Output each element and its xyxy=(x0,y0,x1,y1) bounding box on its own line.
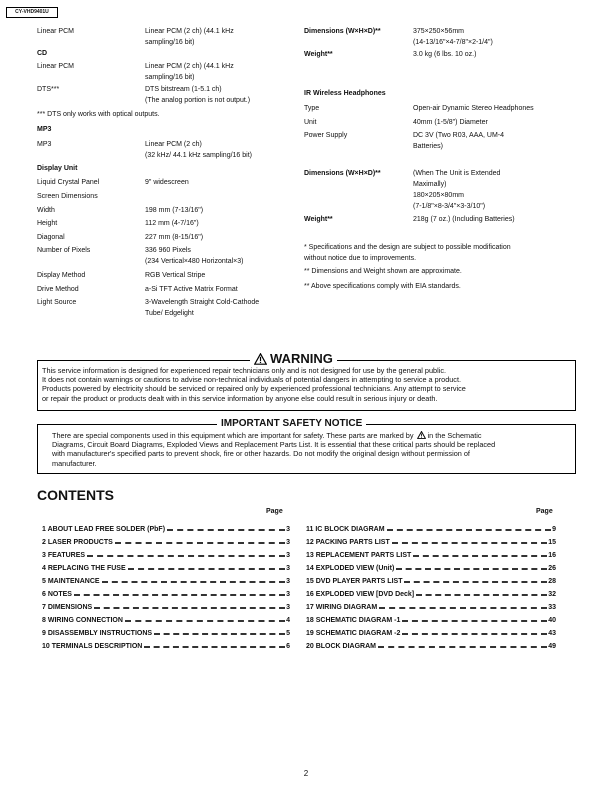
toc-entry[interactable] xyxy=(42,559,290,572)
spec-value: 3-Wavelength Straight Cold-Cathode Tube/ Edgelight xyxy=(145,299,260,317)
spec-label: Drive Method xyxy=(37,286,79,293)
spec-value: 198 mm (7-13/16") xyxy=(145,207,204,214)
toc-entry-title: 15 DVD PLAYER PARTS LIST xyxy=(306,578,403,585)
toc-entry-page: 3 xyxy=(286,591,290,598)
toc-entry-title: 6 NOTES xyxy=(42,591,72,598)
toc-entry[interactable] xyxy=(42,624,290,637)
warning-title-text: WARNING xyxy=(270,351,333,366)
toc-entry-title: 17 WIRING DIAGRAM xyxy=(306,604,378,611)
toc-entry[interactable] xyxy=(306,637,556,650)
leader-dots xyxy=(102,581,286,583)
toc-entry-title: 8 WIRING CONNECTION xyxy=(42,617,123,624)
warning-triangle-icon xyxy=(254,353,267,365)
spec-value: a-Si TFT Active Matrix Format xyxy=(145,286,238,293)
leader-dots xyxy=(413,555,547,557)
safety-mark-icon xyxy=(417,431,426,439)
toc-entry-title: 12 PACKING PARTS LIST xyxy=(306,539,390,546)
section-title-display: Display Unit xyxy=(37,165,78,172)
spec-label: Power Supply xyxy=(304,132,348,139)
leader-dots xyxy=(154,633,285,635)
spec-value: 218g (7 oz.) (Including Batteries) xyxy=(413,216,515,223)
toc-entry[interactable] xyxy=(42,546,290,559)
spec-label: Dimensions (W×H×D)** xyxy=(304,170,381,177)
leader-dots xyxy=(402,620,547,622)
toc-entry-page: 26 xyxy=(548,565,556,572)
toc-entry-page: 9 xyxy=(552,526,556,533)
warning-title xyxy=(250,351,337,366)
spec-label: Type xyxy=(304,105,320,112)
spec-value: DC 3V (Two R03, AAA, UM-4 Batteries) xyxy=(413,132,505,150)
toc-entry-title: 11 IC BLOCK DIAGRAM xyxy=(306,526,385,533)
safety-notice-title: IMPORTANT SAFETY NOTICE xyxy=(217,417,366,430)
spec-value: 112 mm (4-7/16") xyxy=(145,220,199,227)
toc-entry-title: 7 DIMENSIONS xyxy=(42,604,93,611)
toc-entry[interactable] xyxy=(306,585,556,598)
leader-dots xyxy=(396,568,547,570)
toc-entry[interactable] xyxy=(306,572,556,585)
spec-note: ** Above specifications comply with EIA standards. xyxy=(304,283,461,290)
toc-entry-title: 16 EXPLODED VIEW [DVD Deck] xyxy=(306,591,415,598)
toc-left-column xyxy=(42,520,290,650)
toc-entry[interactable] xyxy=(42,585,290,598)
leader-dots xyxy=(74,594,285,596)
leader-dots xyxy=(128,568,285,570)
section-title-ir: IR Wireless Headphones xyxy=(304,90,386,97)
spec-value: RGB Vertical Stripe xyxy=(145,272,206,279)
toc-entry[interactable] xyxy=(306,520,556,533)
toc-entry-page: 4 xyxy=(286,617,290,624)
toc-entry-page: 40 xyxy=(548,617,556,624)
leader-dots xyxy=(404,581,547,583)
toc-entry-page: 3 xyxy=(286,565,290,572)
section-title-mp3: MP3 xyxy=(37,126,52,133)
spec-label: Unit xyxy=(304,119,317,126)
toc-entry[interactable] xyxy=(306,611,556,624)
spec-label: Linear PCM xyxy=(37,63,74,70)
leader-dots xyxy=(87,555,285,557)
toc-entry[interactable] xyxy=(306,624,556,637)
toc-entry[interactable] xyxy=(42,520,290,533)
toc-entry[interactable] xyxy=(306,533,556,546)
toc-entry[interactable] xyxy=(42,637,290,650)
dts-note: *** DTS only works with optical outputs. xyxy=(37,111,160,118)
leader-dots xyxy=(94,607,285,609)
toc-entry-title: 9 DISASSEMBLY INSTRUCTIONS xyxy=(42,630,153,637)
spec-value: 227 mm (8-15/16") xyxy=(145,234,204,241)
spec-value: 9" widescreen xyxy=(145,179,189,186)
page-column-header: Page xyxy=(536,508,553,515)
spec-label: Width xyxy=(37,207,55,214)
spec-label: Liquid Crystal Panel xyxy=(37,179,100,186)
spec-label: Dimensions (W×H×D)** xyxy=(304,28,381,35)
contents-title: CONTENTS xyxy=(37,487,114,503)
spec-label: Display Method xyxy=(37,272,86,279)
toc-entry-page: 16 xyxy=(548,552,556,559)
leader-dots xyxy=(379,607,547,609)
page-column-header: Page xyxy=(266,508,283,515)
toc-entry-title: 14 EXPLODED VIEW (Unit) xyxy=(306,565,395,572)
toc-entry-title: 2 LASER PRODUCTS xyxy=(42,539,113,546)
toc-entry-title: 4 REPLACING THE FUSE xyxy=(42,565,126,572)
toc-entry[interactable] xyxy=(306,598,556,611)
spec-value: Linear PCM (2 ch) (44.1 kHz sampling/16 bit) xyxy=(145,28,234,46)
leader-dots xyxy=(387,529,552,531)
spec-value: (When The Unit is Extended Maximally) 180×205×80mm (7-1/8"×8-3/4"×3-3/10") xyxy=(413,170,501,210)
toc-entry-title: 1 ABOUT LEAD FREE SOLDER (PbF) xyxy=(42,526,166,533)
toc-entry[interactable] xyxy=(42,533,290,546)
leader-dots xyxy=(144,646,285,648)
spec-label: Screen Dimensions xyxy=(37,193,98,200)
toc-entry-page: 6 xyxy=(286,643,290,650)
warning-text: This service information is designed for experienced repair technicians only and is not designed for use by the general public. It does not contain warnings or cautions to advise non-technical individuals of potential dangers in attempting to service a product. Products powered by electricity should be serviced or repaired only by experienced professional technicians. Any attempt to service or repair the product or products dealt with in this service information by anyone else could result in serious injury or death. xyxy=(42,366,466,403)
toc-entry-page: 5 xyxy=(286,630,290,637)
toc-entry-page: 3 xyxy=(286,578,290,585)
spec-value: 40mm (1-5/8") Diameter xyxy=(413,119,488,126)
toc-entry-title: 20 BLOCK DIAGRAM xyxy=(306,643,377,650)
toc-entry-page: 49 xyxy=(548,643,556,650)
page-number: 2 xyxy=(303,769,309,778)
spec-label: Weight** xyxy=(304,216,333,223)
spec-note: ** Dimensions and Weight shown are approximate. xyxy=(304,268,462,275)
toc-entry-title: 19 SCHEMATIC DIAGRAM -2 xyxy=(306,630,401,637)
spec-label: Diagonal xyxy=(37,234,65,241)
leader-dots xyxy=(402,633,547,635)
toc-entry-page: 43 xyxy=(548,630,556,637)
toc-entry[interactable] xyxy=(42,572,290,585)
spec-value: Open-air Dynamic Stereo Headphones xyxy=(413,105,534,112)
spec-note: * Specifications and the design are subject to possible modification without notice due to improvements. xyxy=(304,244,511,262)
leader-dots xyxy=(416,594,547,596)
toc-right-column xyxy=(306,520,556,650)
toc-entry-page: 33 xyxy=(548,604,556,611)
safety-notice-text xyxy=(52,431,572,468)
spec-label: Linear PCM xyxy=(37,28,74,35)
model-tag: CY-VHD9401U xyxy=(6,7,58,18)
leader-dots xyxy=(392,542,547,544)
leader-dots xyxy=(378,646,547,648)
toc-entry[interactable] xyxy=(306,546,556,559)
spec-value: 3.0 kg (6 lbs. 10 oz.) xyxy=(413,51,477,58)
toc-entry[interactable] xyxy=(42,611,290,624)
toc-entry-page: 32 xyxy=(548,591,556,598)
leader-dots xyxy=(115,542,285,544)
toc-entry[interactable] xyxy=(42,598,290,611)
toc-entry-page: 3 xyxy=(286,539,290,546)
toc-entry-page: 3 xyxy=(286,552,290,559)
safety-text-before: There are special components used in this equipment which are important for safety. These parts are marked by xyxy=(52,431,414,440)
leader-dots xyxy=(125,620,285,622)
toc-entry-page: 28 xyxy=(548,578,556,585)
spec-value: 336 960 Pixels (234 Vertical×480 Horizontal×3) xyxy=(145,247,244,265)
spec-label: Number of Pixels xyxy=(37,247,91,254)
spec-label: Weight** xyxy=(304,51,333,58)
spec-label: MP3 xyxy=(37,141,52,148)
toc-entry-title: 13 REPLACEMENT PARTS LIST xyxy=(306,552,412,559)
spec-value: Linear PCM (2 ch) (44.1 kHz sampling/16 bit) xyxy=(145,63,234,81)
spec-label: Height xyxy=(37,220,58,227)
toc-entry-page: 15 xyxy=(548,539,556,546)
toc-entry-title: 5 MAINTENANCE xyxy=(42,578,100,585)
spec-value: DTS bitstream (1-5.1 ch) (The analog portion is not output.) xyxy=(145,86,251,104)
toc-entry-title: 18 SCHEMATIC DIAGRAM -1 xyxy=(306,617,401,624)
toc-entry-title: 10 TERMINALS DESCRIPTION xyxy=(42,643,143,650)
section-title-cd: CD xyxy=(37,50,48,57)
toc-entry[interactable] xyxy=(306,559,556,572)
safety-text-after: in the Schematic Diagrams, Circuit Board Diagrams, Exploded Views and Replacement Parts List. It is essential that these critical parts should be replaced with manufacturer's specified parts to prevent shock, fire or other hazards. Do not modify the original design without permission of manufacturer. xyxy=(52,431,496,468)
toc-entry-page: 3 xyxy=(286,526,290,533)
toc-entry-page: 3 xyxy=(286,604,290,611)
spec-value: 375×250×56mm (14-13/16"×4-7/8"×2-1/4") xyxy=(413,28,493,46)
spec-value: Linear PCM (2 ch) (32 kHz/ 44.1 kHz sampling/16 bit) xyxy=(145,141,252,159)
toc-entry-title: 3 FEATURES xyxy=(42,552,86,559)
leader-dots xyxy=(167,529,285,531)
spec-label: Light Source xyxy=(37,299,77,306)
spec-label: DTS*** xyxy=(37,86,60,93)
